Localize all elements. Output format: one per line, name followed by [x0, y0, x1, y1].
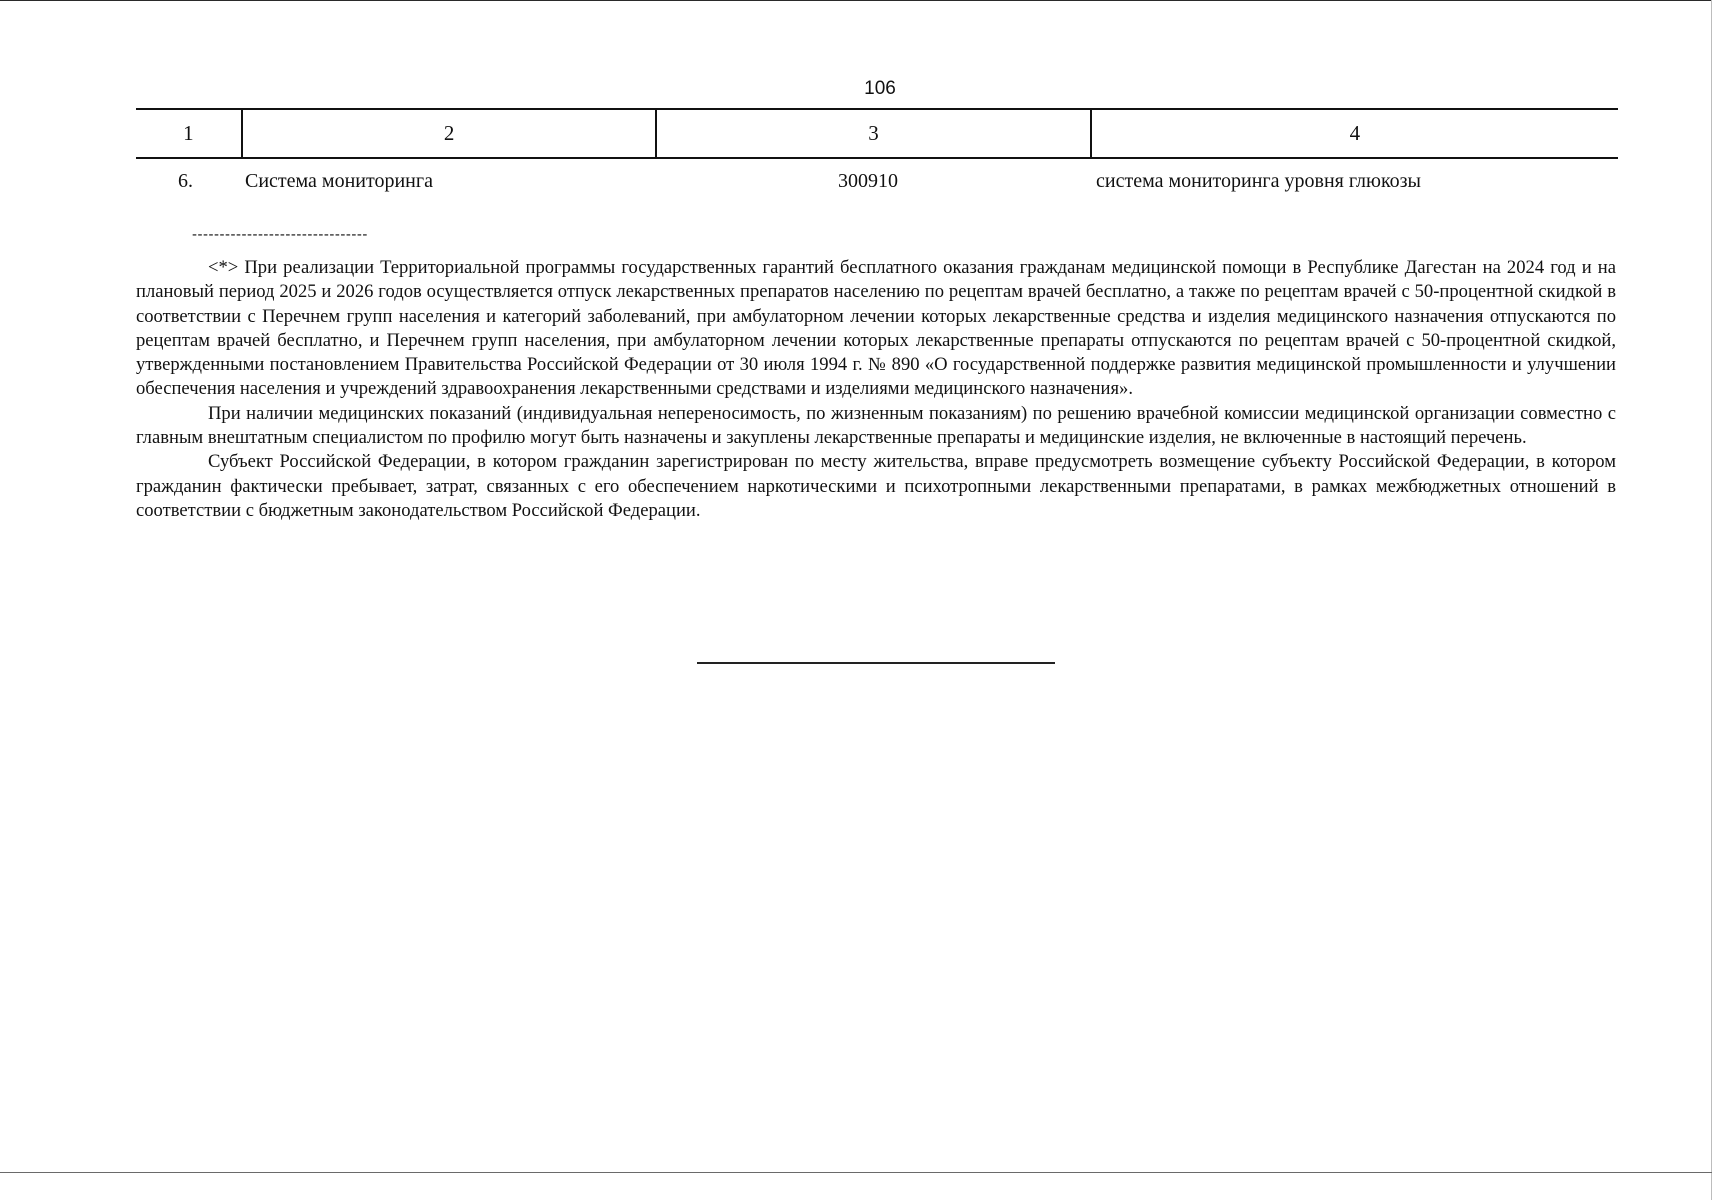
scan-edge-top: [0, 0, 1712, 1]
footnote-paragraph: <*> При реализации Территориальной программы государственных гарантий бесплатного оказания гражданам медицинской помощи в Республике Дагестан на 2024 год и на плановый период 2025 и 2026 годов осуществляется отпуск лекарственных препаратов населению по рецептам врачей бесплатно, а также по рецептам врачей с 50-процентной скидкой в соответствии с Перечнем групп населения и категорий заболеваний, при амбулаторном лечении которых лекарственные средства и изделия медицинского назначения отпускаются по рецептам врачей бесплатно, и Перечнем групп населения, при амбулаторном лечении которых лекарственные препараты отпускаются по рецептам врачей с 50-процентной скидкой, утвержденными постановлением Правительства Российской Федерации от 30 июля 1994 г. № 890 «О государственной поддержке развития медицинской промышленности и улучшении обеспечения населения и учреждений здравоохранения лекарственными средствами и изделиями медицинского назначения».: [136, 257, 1616, 400]
end-of-document-line: [697, 662, 1055, 664]
column-header-4: 4: [1090, 110, 1618, 157]
column-header-3: 3: [655, 110, 1089, 157]
footnotes-block: [136, 256, 1616, 523]
footnote-separator: --------------------------------: [192, 226, 368, 243]
footnote-paragraph: При наличии медицинских показаний (индивидуальная непереносимость, по жизненным показаниям) по решению врачебной комиссии медицинской организации совместно с главным внештатным специалистом по профилю могут быть назначены и закуплены лекарственные препараты и медицинские изделия, не включенные в настоящий перечень.: [136, 402, 1616, 449]
page-number: 106: [864, 78, 896, 99]
row-number: 6.: [178, 170, 193, 192]
row-item-description: система мониторинга уровня глюкозы: [1096, 170, 1421, 192]
row-item-name: Система мониторинга: [245, 170, 433, 192]
column-header-2: 2: [241, 110, 655, 157]
row-item-code: 300910: [838, 170, 898, 192]
footnote-paragraph: Субъект Российской Федерации, в котором гражданин зарегистрирован по месту жительства, вправе предусмотреть возмещение субъекту Российской Федерации, в котором гражданин фактически пребывает, затрат, связанных с его обеспечением наркотическими и психотропными лекарственными препаратами, в рамках межбюджетных отношений в соответствии с бюджетным законодательством Российской Федерации.: [136, 451, 1616, 521]
column-header-1: 1: [183, 121, 194, 145]
scan-edge-bottom: [0, 1172, 1712, 1173]
table-header-row: [136, 108, 1618, 159]
